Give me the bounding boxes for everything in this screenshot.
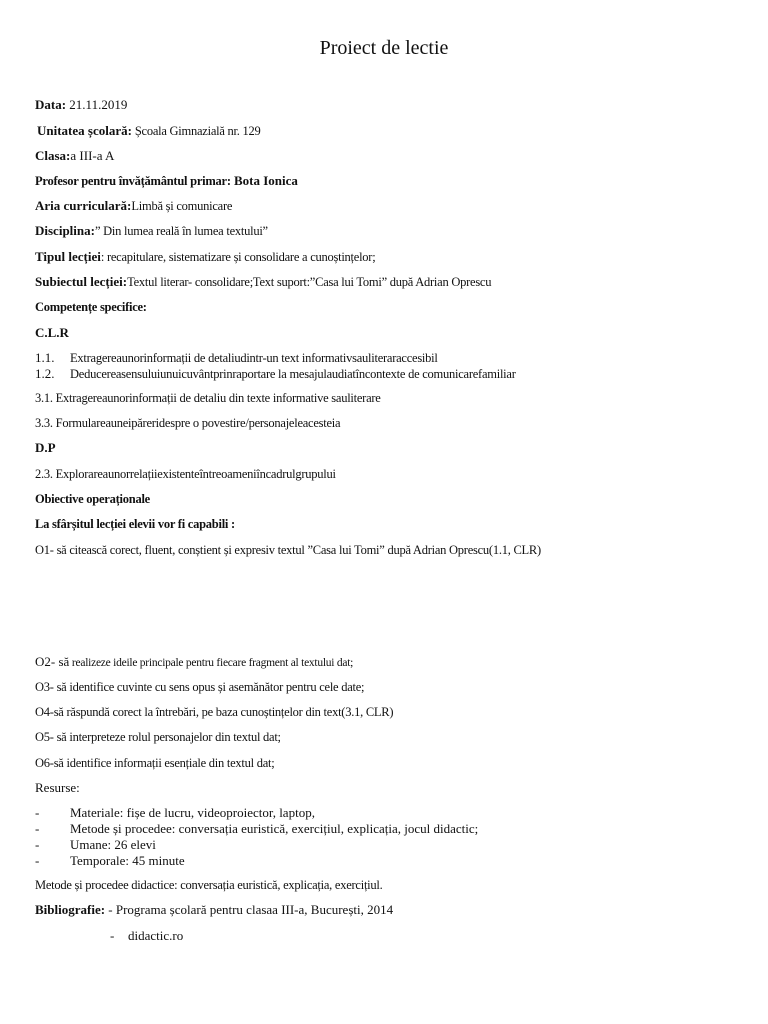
objectives-heading: Obiective operaționale bbox=[35, 492, 150, 506]
school-label: Unitatea școlară: bbox=[37, 123, 132, 138]
resource-item: - Umane: 26 elevi bbox=[35, 837, 156, 852]
curricular-area-label: Aria curriculară: bbox=[35, 198, 132, 213]
objective-o2-prefix: O2- să bbox=[35, 654, 70, 669]
teacher-value: Bota Ionica bbox=[230, 173, 298, 188]
bibliography-label: Bibliografie: bbox=[35, 902, 106, 917]
teacher-label: Profesor pentru învățământul primar: bbox=[35, 174, 231, 188]
competence-3-3: 3.3. Formulareauneipăreridespre o povestire/personajeleacesteia bbox=[35, 416, 341, 430]
competence-3-1: 3.1. Extragereaunorinformații de detaliu din texte informative sauliterare bbox=[35, 391, 381, 405]
school-value: Școala Gimnazială nr. 129 bbox=[131, 124, 261, 138]
clr-item-number: 1.1. bbox=[35, 350, 55, 365]
objective-o5: O5- să interpreteze rolul personajelor din textul dat; bbox=[35, 730, 281, 744]
clr-item-text: Extragereaunorinformații de detaliudintr-un text informativsauliteraraccesibil bbox=[70, 351, 438, 365]
resource-item: - Materiale: fișe de lucru, videoproiector, laptop, bbox=[35, 805, 315, 820]
curricular-area-value: Limbă și comunicare bbox=[131, 199, 233, 213]
dp-heading: D.P bbox=[35, 440, 56, 455]
lesson-type-value: : recapitulare, sistematizare și consolidare a cunoștințelor; bbox=[100, 250, 376, 264]
capable-heading: La sfârșitul lecției elevii vor fi capabili : bbox=[35, 517, 235, 531]
resources-label: Resurse: bbox=[35, 780, 80, 795]
competence-2-3: 2.3. Explorareaunorrelațiiexistenteîntreoameniîncadrulgrupului bbox=[35, 467, 336, 481]
discipline-label: Disciplina: bbox=[35, 223, 95, 238]
class-label: Clasa: bbox=[35, 148, 71, 163]
clr-item-1 bbox=[35, 350, 438, 366]
lesson-type-label: Tipul lecției bbox=[35, 249, 101, 264]
lesson-subject-value: Textul literar- consolidare;Text suport:”Casa lui Tomi” după Adrian Oprescu bbox=[127, 275, 492, 289]
school-line bbox=[37, 123, 260, 139]
clr-item-text: Deducereasensuluiunuicuvântprinraportare la mesajulaudiatîncontexte de comunicarefamiliar bbox=[70, 367, 516, 381]
bibliography-value: - Programa școlară pentru clasaa III-a, București, 2014 bbox=[105, 902, 394, 917]
clr-item-number: 1.2. bbox=[35, 366, 55, 381]
bullet-dash: - bbox=[35, 805, 40, 820]
discipline-line bbox=[35, 223, 268, 239]
objective-o2 bbox=[35, 654, 353, 671]
discipline-value: ” Din lumea reală în lumea textului” bbox=[94, 224, 268, 238]
date-value: 21.11.2019 bbox=[66, 97, 128, 112]
curricular-area-line bbox=[35, 198, 232, 214]
objective-o1: O1- să citească corect, fluent, conștient și expresiv textul ”Casa lui Tomi” după Adrian Oprescu(1.1, CLR) bbox=[35, 543, 541, 557]
date-line bbox=[35, 97, 127, 113]
class-line bbox=[35, 148, 114, 164]
lesson-subject-label: Subiectul lecției: bbox=[35, 274, 128, 289]
objective-o3: O3- să identifice cuvinte cu sens opus și asemănător pentru cele date; bbox=[35, 680, 365, 694]
teacher-line bbox=[35, 173, 298, 189]
bibliography-item: - didactic.ro bbox=[110, 928, 184, 943]
objective-o2-text: realizeze ideile principale pentru fiecare fragment al textului dat; bbox=[69, 657, 354, 669]
objective-o6: O6-să identifice informații esențiale din textul dat; bbox=[35, 756, 275, 770]
clr-item-2 bbox=[35, 366, 516, 382]
date-label: Data: bbox=[35, 97, 67, 112]
resource-item: - Metode și procedee: conversația euristică, exercițiul, explicația, jocul didactic; bbox=[35, 821, 479, 836]
page-title: Proiect de lectie bbox=[319, 37, 449, 59]
methods-line: Metode și procedee didactice: conversația euristică, explicația, exercițiul. bbox=[35, 878, 383, 892]
class-value: a III-a A bbox=[70, 148, 115, 163]
bullet-dash: - bbox=[35, 853, 40, 868]
lesson-subject-line bbox=[35, 274, 491, 290]
bullet-dash: - bbox=[35, 837, 40, 852]
bullet-dash: - bbox=[35, 821, 40, 836]
clr-heading: C.L.R bbox=[35, 325, 69, 340]
resource-item: - Temporale: 45 minute bbox=[35, 853, 185, 868]
bullet-dash: - bbox=[110, 928, 115, 943]
bibliography-line bbox=[35, 902, 393, 918]
objective-o4: O4-să răspundă corect la întrebări, pe baza cunoștințelor din text(3.1, CLR) bbox=[35, 705, 394, 719]
lesson-type-line bbox=[35, 249, 375, 265]
competences-heading: Competențe specifice: bbox=[35, 300, 147, 314]
